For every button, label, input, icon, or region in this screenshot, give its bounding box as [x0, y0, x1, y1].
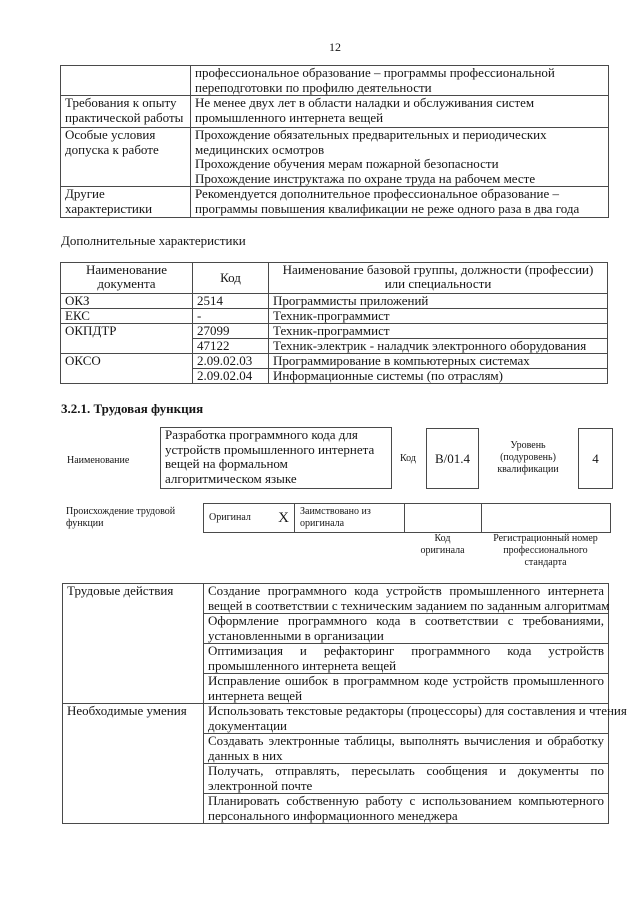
- level-label-line: квалификации: [497, 464, 559, 475]
- row-label-cell: [61, 187, 191, 218]
- cell-line: Рекомендуется дополнительное профессиональное образование –: [195, 186, 560, 201]
- cell-line: промышленного интернета вещей: [195, 109, 384, 125]
- cell-name: Техник-программист: [269, 309, 608, 324]
- header-line: Наименование: [86, 262, 167, 277]
- original-label: Оригинал: [209, 512, 251, 523]
- code-label: Код: [400, 453, 416, 464]
- cell-name: Программирование в компьютерных системах: [269, 354, 608, 369]
- cell-line: медицинских осмотров: [195, 141, 325, 157]
- original-code-caption: [404, 533, 481, 557]
- header-code: Код: [193, 263, 269, 294]
- required-skills-label: Необходимые умения: [63, 704, 204, 824]
- borrowed-label-line: Заимствовано из: [300, 506, 371, 517]
- row-label-cell: [61, 96, 191, 128]
- cell-code: -: [193, 309, 269, 324]
- caption-line: Регистрационный номер: [493, 533, 598, 544]
- caption-line: Код: [434, 533, 451, 544]
- level-label-line: (подуровень): [500, 452, 556, 463]
- row-value-cell: [191, 128, 609, 187]
- required-skill-item: [204, 703, 627, 734]
- row-label-cell: [61, 66, 191, 96]
- item-line: Планировать собственную работу с использованием компьютерного: [208, 793, 604, 808]
- original-code-cell: [405, 504, 482, 533]
- cell-line: Прохождение обучения мерам пожарной безопасности: [195, 156, 499, 171]
- borrowed-cell: [295, 504, 405, 533]
- row-value-cell: [191, 66, 609, 96]
- table-row: [63, 584, 609, 614]
- origin-table: [203, 503, 611, 533]
- cell-document: ОКСО: [61, 354, 193, 384]
- name-label: Наименование: [67, 455, 130, 466]
- page-number: 12: [329, 40, 341, 54]
- function-code-value: B/01.4: [434, 450, 471, 466]
- header-line: документа: [97, 276, 156, 291]
- name-line: вещей на формальном: [165, 456, 288, 471]
- qualification-level-value: 4: [592, 450, 599, 466]
- additional-characteristics-table: [60, 262, 608, 384]
- labor-action-item: [204, 584, 609, 614]
- function-code-box: [426, 428, 479, 489]
- header-name: [269, 263, 608, 294]
- qualification-level-box: [578, 428, 613, 489]
- qualification-requirements-table: [60, 65, 609, 218]
- item-line: электронной почте: [208, 777, 313, 793]
- cell-line: практической работы: [65, 109, 184, 125]
- original-mark: X: [278, 510, 289, 526]
- section-heading: 3.2.1. Трудовая функция: [61, 401, 204, 416]
- row-value-cell: [191, 96, 609, 128]
- table-row: [61, 96, 609, 128]
- name-line: алгоритмическом языке: [165, 470, 297, 486]
- cell-line: Требования к опыту: [65, 95, 177, 110]
- level-label-line: Уровень: [510, 440, 546, 451]
- item-line: вещей в соответствии с техническим заданием по заданным алгоритмам: [208, 597, 610, 613]
- cell-code: 47122: [193, 339, 269, 354]
- item-line: установленными в организации: [208, 627, 384, 643]
- additional-characteristics-title: Дополнительные характеристики: [61, 233, 246, 248]
- labor-actions-label: Трудовые действия: [63, 584, 204, 704]
- header-line: или специальности: [384, 276, 492, 291]
- original-cell: [204, 504, 295, 533]
- item-line: персонального информационного менеджера: [208, 807, 458, 823]
- name-line: Разработка программного кода для: [165, 427, 358, 442]
- cell-document: ОКЗ: [61, 294, 193, 309]
- origin-label-line: функции: [66, 518, 104, 529]
- caption-line: оригинала: [420, 545, 465, 556]
- cell-name: Техник-электрик - наладчик электронного оборудования: [269, 339, 608, 354]
- header-line: Наименование базовой группы, должности (профессии): [282, 262, 594, 277]
- required-skill-item: [204, 734, 609, 764]
- item-line: данных в них: [208, 747, 283, 763]
- item-line: Оптимизация и рефакторинг программного кода устройств: [208, 643, 604, 658]
- table-row: [61, 354, 608, 369]
- table-row: [63, 704, 609, 734]
- cell-code: 27099: [193, 324, 269, 339]
- caption-line: профессионального: [503, 545, 588, 556]
- labor-action-item: [204, 674, 609, 704]
- item-line: Исправление ошибок в программном коде устройств промышленного: [208, 673, 604, 688]
- table-row: [61, 66, 609, 96]
- cell-line: программы повышения квалификации не реже одного раза в два года: [195, 200, 580, 216]
- cell-line: Прохождение инструктажа по охране труда на рабочем месте: [195, 170, 536, 186]
- cell-line: характеристики: [65, 200, 153, 216]
- item-line: интернета вещей: [208, 687, 303, 703]
- header-document: [61, 263, 193, 294]
- required-skill-item: [204, 794, 609, 824]
- borrowed-label-line: оригинала: [300, 518, 345, 529]
- table-row: [61, 324, 608, 339]
- cell-line: допуска к работе: [65, 141, 159, 157]
- item-line: Создавать электронные таблицы, выполнять вычисления и обработку: [208, 733, 604, 748]
- table-row: [61, 187, 609, 218]
- cell-name: Техник-программист: [269, 324, 608, 339]
- table-header-row: [61, 263, 608, 294]
- cell-line: Не менее двух лет в области наладки и обслуживания систем: [195, 95, 535, 110]
- origin-row: [204, 504, 611, 533]
- reg-number-cell: [482, 504, 611, 533]
- name-line: устройств промышленного интернета: [165, 441, 375, 457]
- cell-line: переподготовки по профилю деятельности: [195, 79, 432, 95]
- cell-document: ОКПДТР: [61, 324, 193, 354]
- cell-line: Другие: [65, 186, 105, 201]
- reg-number-caption: [481, 533, 610, 569]
- table-row: [61, 128, 609, 187]
- cell-code: 2514: [193, 294, 269, 309]
- origin-label-line: Происхождение трудовой: [66, 506, 176, 517]
- qualification-level-label: [483, 440, 573, 476]
- origin-label: [66, 506, 175, 530]
- item-line: документации: [208, 717, 288, 733]
- item-line: Использовать текстовые редакторы (процессоры) для составления и чтения: [208, 703, 627, 718]
- item-line: Получать, отправлять, пересылать сообщения и документы по: [208, 763, 604, 778]
- cell-line: профессиональное образование – программы профессиональной: [195, 65, 555, 80]
- cell-code: 2.09.02.04: [193, 369, 269, 384]
- table-row: [61, 294, 608, 309]
- cell-line: Прохождение обязательных предварительных и периодических: [195, 127, 547, 142]
- cell-name: Информационные системы (по отраслям): [269, 369, 608, 384]
- item-line: Создание программного кода устройств промышленного интернета: [208, 583, 604, 598]
- item-line: промышленного интернета вещей: [208, 657, 397, 673]
- labor-action-item: [204, 644, 609, 674]
- table-row: [61, 309, 608, 324]
- function-details-table: [62, 583, 627, 824]
- caption-line: стандарта: [524, 557, 567, 568]
- row-value-cell: [191, 187, 609, 218]
- labor-action-item: [204, 614, 609, 644]
- row-label-cell: [61, 128, 191, 187]
- cell-name: Программисты приложений: [269, 294, 608, 309]
- item-line: Оформление программного кода в соответствии с требованиями,: [208, 613, 604, 628]
- cell-document: ЕКС: [61, 309, 193, 324]
- required-skill-item: [204, 764, 609, 794]
- cell-line: Особые условия: [65, 127, 156, 142]
- cell-code: 2.09.02.03: [193, 354, 269, 369]
- function-name-box: [160, 427, 392, 489]
